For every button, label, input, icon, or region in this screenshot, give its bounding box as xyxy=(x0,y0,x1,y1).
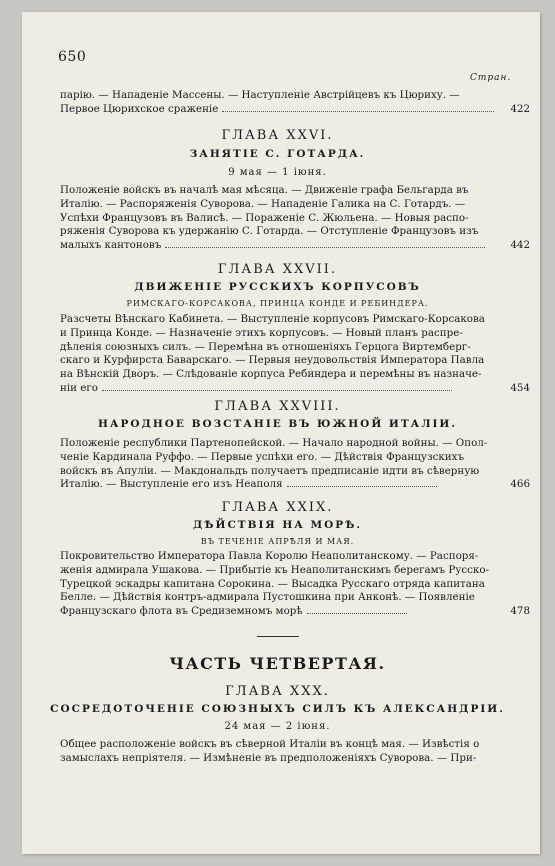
chapter-subtitle: ЗАНЯТІЕ С. ГОТАРДА. xyxy=(189,148,366,160)
toc-line: дѣленія союзныхъ силъ. — Перемѣна въ отношеніяхъ Герцога Виртемберг- xyxy=(60,340,471,353)
toc-line: Разсчеты Вѣнскаго Кабинета. — Выступленіе корпусовъ Римскаго-Корсакова xyxy=(60,313,485,325)
toc-line: замыслахъ непріятеля. — Измѣненіе въ предположеніяхъ Суворова. — При- xyxy=(60,751,477,764)
toc-page-number: 442 xyxy=(510,239,530,252)
toc-line: ченіе Кардинала Руффо. — Первые успѣхи его. — Дѣйствія Французскихъ xyxy=(60,450,464,463)
toc-entry xyxy=(60,738,530,766)
toc-line: и Принца Конде. — Назначеніе этихъ корпусовъ. — Новый планъ распре- xyxy=(60,326,463,339)
toc-line: Французскаго флота въ Средиземномъ морѣ 478 xyxy=(60,605,530,618)
chapter-subheading: ВЪ ТЕЧЕНІЕ АПРѢЛЯ И МАЯ. xyxy=(200,537,355,546)
toc-line: ряженія Суворова къ удержанію С. Готарда. — Отступленіе Французовъ изъ xyxy=(60,225,479,238)
toc-page-number: 454 xyxy=(510,381,530,394)
toc-entry xyxy=(60,437,530,492)
chapter-subtitle: СОСРЕДОТОЧЕНІЕ СОЮЗНЫХЪ СИЛЪ КЪ АЛЕКСАНДРІИ. xyxy=(50,703,505,715)
toc-line: войскъ въ Апуліи. — Макдональдъ получаетъ предписаніе идти въ сѣверную xyxy=(60,464,480,477)
toc-line: Успѣхи Французовъ въ Валисѣ. — Пораженіе С. Жюльена. — Новыя распо- xyxy=(60,211,469,224)
toc-page-number: 422 xyxy=(510,102,530,115)
chapter-subtitle: НАРОДНОЕ ВОЗСТАНІЕ ВЪ ЮЖНОЙ ИТАЛІИ. xyxy=(98,418,457,430)
toc-line: Положеніе войскъ въ началѣ мая мѣсяца. — Движеніе графа Бельгарда въ xyxy=(60,184,469,196)
toc-page-number: 466 xyxy=(510,478,530,491)
chapter-title: ГЛАВА XXX. xyxy=(225,684,330,699)
toc-line: ніи его 454 xyxy=(60,381,530,394)
chapter-subtitle: ДѢЙСТВІЯ НА МОРѢ. xyxy=(192,519,363,531)
toc-line: Покровительство Императора Павла Королю Неаполитанскому. — Распоря- xyxy=(60,550,479,562)
toc-line: Белле. — Дѣйствія контръ-адмирала Пустошкина при Анконѣ. — Появленіе xyxy=(60,591,475,604)
toc-line: Положеніе республики Партенопейской. — Начало народной войны. — Опол- xyxy=(60,437,488,449)
chapter-subheading: РИМСКАГО-КОРСАКОВА, ПРИНЦА КОНДЕ И РЕБИНДЕРА. xyxy=(126,299,429,308)
toc-entry xyxy=(60,313,530,396)
chapter-date: 24 мая — 2 іюня. xyxy=(224,721,331,732)
toc-page-number: 478 xyxy=(510,605,530,618)
page-number: 650 xyxy=(58,49,87,65)
chapter-title: ГЛАВА XXVIII. xyxy=(214,399,341,414)
toc-entry xyxy=(60,550,530,619)
toc-line: Италію. — Распоряженія Суворова. — Нападеніе Галика на С. Готардъ. — xyxy=(60,197,466,210)
chapter-title: ГЛАВА XXVII. xyxy=(217,262,338,277)
toc-line: малыхъ кантоновъ 442 xyxy=(60,239,530,252)
toc-line: Турецкой эскадры капитана Сорокина. — Высадка Русскаго отряда капитана xyxy=(60,577,485,590)
toc-line: Общее расположеніе войскъ въ сѣверной Италіи въ концѣ мая. — Извѣстія о xyxy=(60,738,480,750)
chapter-title: ГЛАВА XXIX. xyxy=(221,500,334,515)
toc-line: скаго и Курфирста Баварскаго. — Первыя неудовольствія Императора Павла xyxy=(60,354,485,367)
chapter-date: 9 мая — 1 іюня. xyxy=(228,167,327,178)
page-column-label: Стран. xyxy=(470,73,512,83)
toc-entry xyxy=(60,184,530,253)
section-divider xyxy=(257,636,299,637)
chapter-subtitle: ДВИЖЕНІЕ РУССКИХЪ КОРПУСОВЪ xyxy=(134,281,421,293)
toc-line: Италію. — Выступленіе его изъ Неаполя 466 xyxy=(60,478,530,491)
chapter-title: ГЛАВА XXVI. xyxy=(221,128,334,143)
toc-line: на Вѣнскій Дворъ. — Слѣдованіе корпуса Ребиндера и перемѣны въ назначе- xyxy=(60,368,482,381)
toc-entry-continuation xyxy=(60,89,530,117)
toc-line: парію. — Нападеніе Массены. — Наступленіе Австрійцевъ къ Цюриху. — xyxy=(60,89,460,101)
part-heading: ЧАСТЬ ЧЕТВЕРТАЯ. xyxy=(169,654,386,673)
toc-line: женія адмирала Ушакова. — Прибытіе къ Неаполитанскимъ берегамъ Русско- xyxy=(60,563,490,576)
toc-line: Первое Цюрихское сраженіе 422 xyxy=(60,102,530,115)
